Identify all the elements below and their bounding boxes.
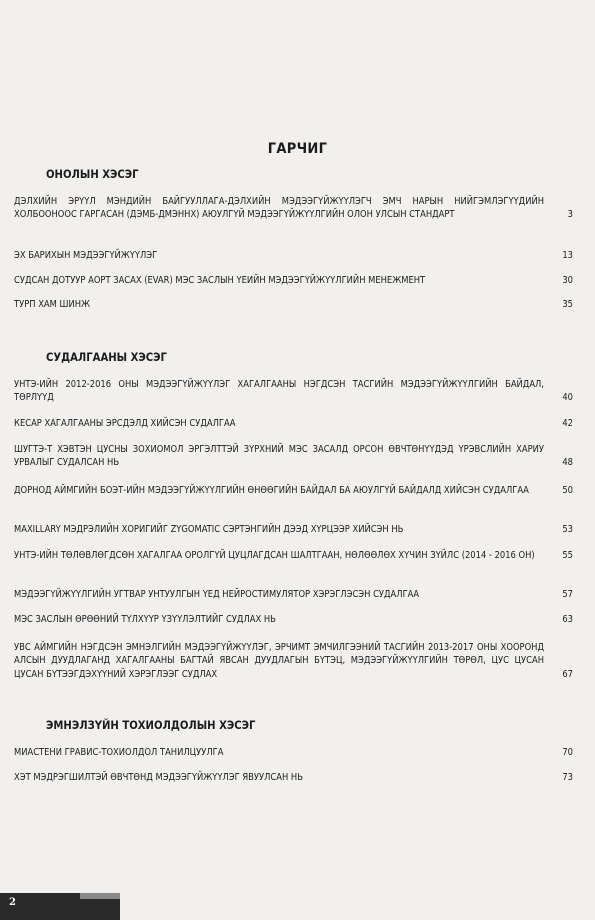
toc-entry [14, 274, 574, 287]
toc-entry [14, 523, 574, 536]
toc-entry [14, 549, 574, 562]
toc-entry-title: КЕСАР ХАГАЛГААНЫ ЭРСДЭЛД ХИЙСЭН СУДАЛГАА [14, 418, 236, 429]
toc-entry-title: ДОРНОД АЙМГИЙН БОЭТ-ИЙН МЭДЭЭГҮЙЖҮҮЛГИЙН ӨНӨӨГИЙН БАЙДАЛ БА АЮУЛГҮЙ БАЙДАЛД ХИЙСЭН СУДАЛГАА [14, 485, 529, 496]
page-title: ГАРЧИГ [267, 141, 328, 157]
toc-entry-title: ХЭТ МЭДРЭГШИЛТЭЙ ӨВЧТӨНД МЭДЭЭГҮЙЖҮҮЛЭГ ЯВУУЛСАН НЬ [14, 772, 303, 783]
toc-entry-title: ШУГТЭ-Т ХЭВТЭН ЦУСНЫ ЗОХИОМОЛ ЭРГЭЛТТЭЙ ЗҮРХНИЙ МЭС ЗАСАЛД ОРСОН ӨВЧТӨНҮҮДЭД ҮРЭВСЛИЙН ХАРИУ УРВАЛЫГ СУДАЛСАН НЬ [14, 444, 544, 469]
toc-entry-page: 3 [567, 209, 573, 221]
footer-bar-accent [80, 893, 120, 899]
toc-entry [14, 746, 574, 759]
toc-entry-page: 13 [562, 250, 573, 261]
section-heading-theory: ОНОЛЫН ХЭСЭГ [46, 168, 139, 181]
toc-entry-page: 48 [562, 457, 573, 469]
toc-entry-title: ДЭЛХИЙН ЭРҮҮЛ МЭНДИЙН БАЙГУУЛЛАГА-ДЭЛХИЙН МЭДЭЭГҮЙЖҮҮЛЭГЧ ЭМЧ НАРЫН НИЙГЭМЛЭГҮҮДИЙН ХОЛБООНООС ГАРГАСАН (ДЭМБ-ДМЭННХ) АЮУЛГҮЙ МЭДЭЭГҮЙЖҮҮЛГИЙН ОЛОН УЛСЫН СТАНДАРТ [14, 196, 544, 221]
toc-entry [14, 249, 574, 262]
toc-entry-page: 53 [562, 524, 573, 535]
toc-entry-page: 63 [562, 614, 573, 625]
toc-entry [14, 298, 574, 311]
toc-entry-page: 42 [562, 418, 573, 429]
toc-entry [14, 588, 574, 601]
toc-entry-title: МИАСТЕНИ ГРАВИС-ТОХИОЛДОЛ ТАНИЛЦУУЛГА [14, 747, 224, 758]
toc-entry-page: 55 [562, 550, 573, 561]
toc-entry-title: УНТЭ-ИЙН 2012-2016 ОНЫ МЭДЭЭГҮЙЖҮҮЛЭГ ХАГАЛГААНЫ НЭГДСЭН ТАСГИЙН МЭДЭЭГҮЙЖҮҮЛГИЙН БАЙДАЛ, ТӨРЛҮҮД [14, 379, 544, 404]
toc-entry-title: ЭХ БАРИХЫН МЭДЭЭГҮЙЖҮҮЛЭГ [14, 250, 158, 261]
toc-entry-title: УНТЭ-ИЙН ТӨЛӨВЛӨГДСӨН ХАГАЛГАА ОРОЛГҮЙ ЦУЦЛАГДСАН ШАЛТГААН, НӨЛӨӨЛӨХ ХҮЧИН ЗҮЙЛС (2014 - 2016 ОН) [14, 550, 535, 561]
toc-entry-page: 73 [562, 772, 573, 783]
toc-entry [14, 378, 574, 405]
toc-entry-page: 30 [562, 275, 573, 286]
toc-entry [14, 443, 574, 470]
toc-entry [14, 613, 574, 626]
toc-entry-page: 70 [562, 747, 573, 758]
toc-entry-title: MAXILLARY МЭДРЭЛИЙН ХОРИГИЙГ ZYGOMATIC СЭРТЭНГИЙН ДЭЭД ХҮРЦЭЭР ХИЙСЭН НЬ [14, 524, 404, 535]
section-heading-research: СУДАЛГААНЫ ХЭСЭГ [46, 351, 167, 364]
section-heading-clinical-cases: ЭМНЭЛЗҮЙН ТОХИОЛДОЛЫН ХЭСЭГ [46, 719, 256, 732]
toc-entry [14, 771, 574, 784]
toc-entry-title: СУДСАН ДОТУУР АОРТ ЗАСАХ (EVAR) МЭС ЗАСЛЫН ҮЕИЙН МЭДЭЭГҮЙЖҮҮЛГИЙН МЕНЕЖМЕНТ [14, 275, 426, 286]
toc-entry [14, 195, 574, 222]
toc-entry-title: ТУРП ХАМ ШИНЖ [14, 299, 91, 310]
toc-entry-page: 57 [562, 589, 573, 600]
toc-entry [14, 641, 574, 681]
toc-entry [14, 417, 574, 430]
footer-page-number: 2 [9, 897, 16, 908]
toc-entry-title: МЭДЭЭГҮЙЖҮҮЛГИЙН УГТВАР УНТУУЛГЫН ҮЕД НЕЙРОСТИМУЛЯТОР ХЭРЭГЛЭСЭН СУДАЛГАА [14, 589, 420, 600]
toc-entry-title: МЭС ЗАСЛЫН ӨРӨӨНИЙ ТҮЛХҮҮР ҮЗҮҮЛЭЛТИЙГ СУДЛАХ НЬ [14, 614, 276, 625]
toc-entry-page: 67 [562, 668, 573, 680]
toc-entry-page: 40 [562, 392, 573, 404]
toc-entry-title: УВС АЙМГИЙН НЭГДСЭН ЭМНЭЛГИЙН МЭДЭЭГҮЙЖҮҮЛЭГ, ЭРЧИМТ ЭМЧИЛГЭЭНИЙ ТАСГИЙН 2013-2017 ОНЫ ХООРОНД АЛСЫН ДУУДЛАГАНД ХАГАЛГААНЫ БАГТАЙ ЯВСАН ДУУДЛАГЫН БҮТЭЦ, МЭДЭЭГҮЙЖҮҮЛГИЙН ТӨРӨЛ, ЦУС ЦУСАН ЦУСАН БҮТЭЭГДЭХҮҮНИЙ ХЭРЭГЛЭЭГ СУДЛАХ [14, 642, 544, 680]
toc-entry-page: 50 [562, 485, 573, 496]
toc-entry [14, 484, 574, 497]
toc-entry-page: 35 [562, 299, 573, 310]
